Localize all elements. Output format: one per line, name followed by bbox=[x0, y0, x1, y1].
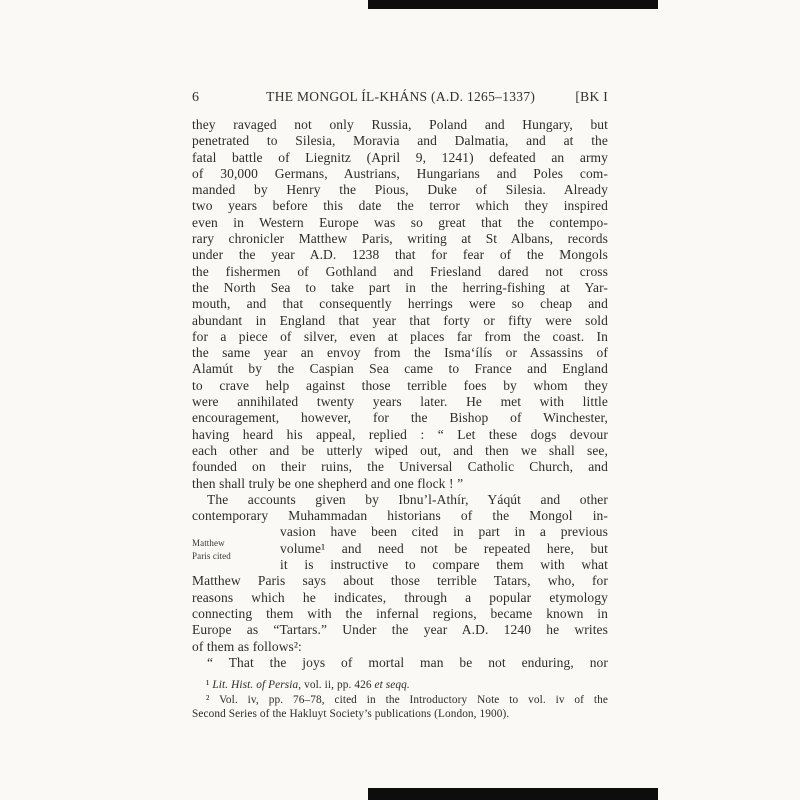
page-number: 6 bbox=[192, 90, 200, 105]
book-section-marker: [BK I bbox=[575, 89, 608, 104]
text-line: then shall truly be one shepherd and one flock ! ” bbox=[192, 475, 464, 491]
text-line: of 30,000 Germans, Austrians, Hungarians and Poles com- bbox=[192, 165, 608, 181]
text-line: of them as follows²: bbox=[192, 638, 302, 654]
text-line: the fishermen of Gothland and Friesland dared not cross bbox=[192, 263, 608, 279]
footnotes-section bbox=[192, 678, 608, 722]
text-line: vasion have been cited in part in a previous bbox=[280, 524, 608, 540]
quote-paragraph-start bbox=[192, 655, 608, 671]
text-line: Matthew bbox=[192, 538, 225, 549]
text-line: “ That the joys of mortal man be not enduring, nor bbox=[207, 654, 608, 670]
paragraph-2-cutin-lines bbox=[280, 524, 608, 573]
paragraph-1 bbox=[192, 117, 608, 492]
text-line: ² Vol. iv, pp. 76–78, cited in the Introductory Note to vol. iv of the bbox=[206, 693, 608, 706]
italic-text-segment: et seqq. bbox=[374, 679, 410, 692]
text-line: Europe as “Tartars.” Under the year A.D. 1240 he writes bbox=[192, 622, 608, 638]
text-line: even in Western Europe was so great that the contempo- bbox=[192, 214, 608, 230]
cutin-note-row bbox=[192, 524, 608, 573]
text-segment: ¹ bbox=[206, 679, 213, 692]
scan-edge-bar-bottom bbox=[368, 788, 658, 800]
text-line: abundant in England that year that forty or fifty were sold bbox=[192, 312, 608, 328]
text-line: were annihilated twenty years later. He met with little bbox=[192, 394, 608, 410]
text-line: manded by Henry the Pious, Duke of Silesia. Already bbox=[192, 182, 608, 198]
text-line: they ravaged not only Russia, Poland and Hungary, but bbox=[192, 117, 608, 132]
text-line: Second Series of the Hakluyt Society’s publications (London, 1900). bbox=[192, 708, 510, 721]
text-line: each other and be utterly wiped out, and then we shall see, bbox=[192, 442, 608, 458]
text-segment: , vol. ii, pp. 426 bbox=[298, 679, 375, 692]
text-line: Alamút by the Caspian Sea came to France and England bbox=[192, 361, 608, 377]
text-line: encouragement, however, for the Bishop of Winchester, bbox=[192, 410, 608, 426]
text-line: penetrated to Silesia, Moravia and Dalmatia, and at the bbox=[192, 133, 608, 149]
text-line: for a piece of silver, even at places far from the coast. In bbox=[192, 328, 608, 344]
text-line: the North Sea to take part in the herring-fishing at Yar- bbox=[192, 279, 608, 295]
text-line: having heard his appeal, replied : “ Let these dogs devour bbox=[192, 426, 608, 442]
running-title: THE MONGOL ÍL-KHÁNS (A.D. 1265–1337) bbox=[266, 89, 536, 104]
text-line: under the year A.D. 1238 that for fear of the Mongols bbox=[192, 247, 608, 263]
scan-edge-bar-top bbox=[368, 0, 658, 9]
text-line: connecting them with the infernal regions, became known in bbox=[192, 605, 608, 621]
running-header bbox=[192, 89, 608, 104]
italic-text-segment: Lit. Hist. of Persia bbox=[212, 679, 299, 692]
text-block bbox=[192, 89, 608, 722]
text-line: fatal battle of Liegnitz (April 9, 1241) defeated an army bbox=[192, 149, 608, 165]
text-line: volume¹ and need not be repeated here, but bbox=[280, 540, 608, 556]
text-line: two years before this date the terror which they inspired bbox=[192, 198, 608, 214]
text-line: reasons which he indicates, through a popular etymology bbox=[192, 589, 608, 605]
text-line: mouth, and that consequently herrings were so cheap and bbox=[192, 296, 608, 312]
paragraph-2-intro bbox=[192, 492, 608, 525]
text-line: rary chronicler Matthew Paris, writing at St Albans, records bbox=[192, 231, 608, 247]
text-line: contemporary Muhammadan historians of the Mongol in- bbox=[192, 508, 608, 524]
text-line: the same year an envoy from the Isma‘ílís or Assassins of bbox=[192, 345, 608, 361]
footnote-1 bbox=[192, 678, 608, 693]
text-line: founded on their ruins, the Universal Catholic Church, and bbox=[192, 459, 608, 475]
text-line: it is instructive to compare them with what bbox=[280, 557, 608, 573]
paragraph-2-rest bbox=[192, 573, 608, 654]
footnote-2 bbox=[192, 693, 608, 722]
text-line: Paris cited bbox=[192, 550, 231, 561]
text-line: to crave help against those terrible foes by whom they bbox=[192, 377, 608, 393]
sidenote-matthew-paris-cited bbox=[192, 524, 280, 573]
text-line: Matthew Paris says about those terrible Tatars, who, for bbox=[192, 573, 608, 589]
text-line: The accounts given by Ibnu’l-Athír, Yáqút and other bbox=[207, 491, 608, 507]
